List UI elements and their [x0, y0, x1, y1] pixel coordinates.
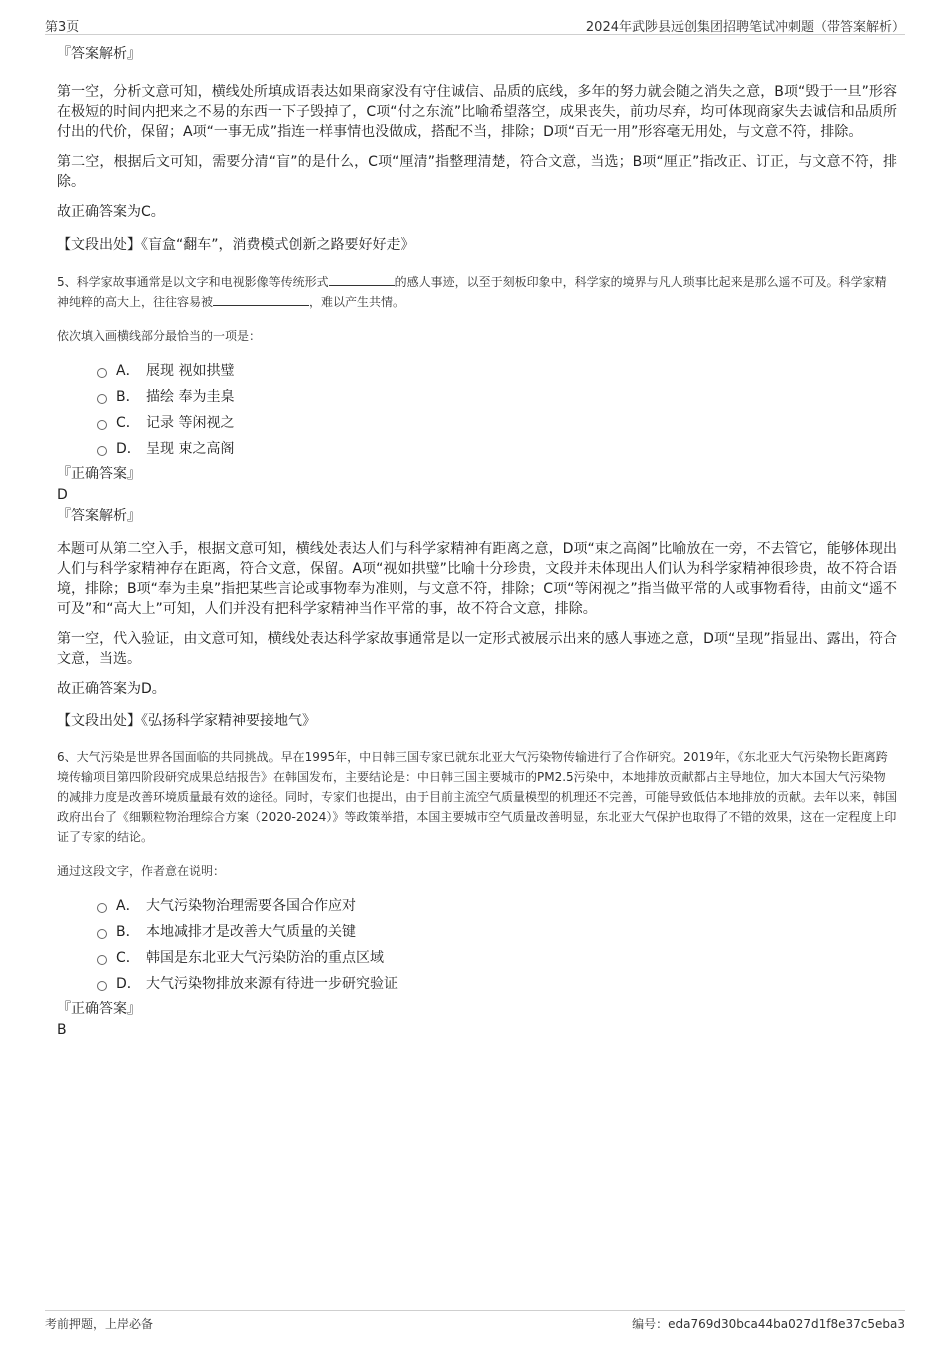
- option-b[interactable]: B． 描绘 奉为圭臬: [97, 384, 897, 410]
- correct-answer-tag: 『正确答案』: [57, 466, 141, 482]
- page-number: 第3页: [45, 20, 80, 35]
- option-d[interactable]: D． 大气污染物排放来源有待进一步研究验证: [97, 971, 897, 997]
- source-citation: 【文段出处】《弘扬科学家精神要接地气》: [57, 713, 316, 729]
- footer-slogan: 考前押题，上岸必备: [45, 1317, 154, 1331]
- page-header: [45, 14, 905, 35]
- option-list: [97, 358, 897, 462]
- radio-icon[interactable]: [97, 929, 107, 939]
- fill-blank: [213, 293, 309, 306]
- question-stem: 5、科学家故事通常是以文字和电视影像等传统形式 的感人事迹，以至于刻板印象中，科学家的境界与凡人琐事比起来是那么遥不可及。科学家精神纯粹的高大上，往往容易被 ，难以产生共情。: [57, 275, 887, 309]
- radio-icon[interactable]: [97, 955, 107, 965]
- analysis-paragraph: 第一空，代入验证，由文意可知，横线处表达科学家故事通常是以一定形式被展示出来的感人事迹之意，D项“呈现”指显出、露出，符合文意，当选。: [57, 631, 897, 667]
- radio-icon[interactable]: [97, 368, 107, 378]
- radio-icon[interactable]: [97, 446, 107, 456]
- analysis-conclusion: 故正确答案为D。: [57, 681, 166, 697]
- radio-icon[interactable]: [97, 903, 107, 913]
- radio-icon[interactable]: [97, 394, 107, 404]
- analysis-paragraph: 第一空，分析文意可知，横线处所填成语表达如果商家没有守住诚信、品质的底线，多年的努力就会随之消失之意，B项“毁于一旦”形容在极短的时间内把来之不易的东西一下子毁掉了，C项“付之东流”比喻希望落空，成果丧失，前功尽弃，均可体现商家失去诚信和品质所付出的代价，保留；A项“一事无成”指连一样事情也没做成，搭配不当，排除；D项“百无一用”形容毫无用处，与文意不符，排除。: [57, 84, 897, 140]
- answer-analysis-tag: 『答案解析』: [57, 508, 141, 524]
- option-c[interactable]: C． 记录 等闲视之: [97, 410, 897, 436]
- analysis-paragraph: 第二空，根据后文可知，需要分清“盲”的是什么，C项“厘清”指整理清楚，符合文意，当选；B项“厘正”指改正、订正，与文意不符，排除。: [57, 154, 897, 190]
- page-content: [57, 44, 897, 1040]
- correct-answer-tag: 『正确答案』: [57, 1001, 141, 1017]
- radio-icon[interactable]: [97, 981, 107, 991]
- question-stem: 6、大气污染是世界各国面临的共同挑战。早在1995年，中日韩三国专家已就东北亚大气污染物传输进行了合作研究。2019年，《东北亚大气污染物长距离跨境传输项目第四阶段研究成果总结报告》在韩国发布，主要结论是：中日韩三国主要城市的PM2.5污染中，本地排放贡献都占主导地位，加大本国大气污染物的减排力度是改善环境质量最有效的途径。同时，专家们也提出，由于目前主流空气质量模型的机理还不完善，可能导致低估本地排放的贡献。去年以来，韩国政府出台了《细颗粒物治理综合方案（2020-2024）》等政策举措，本国主要城市空气质量改善明显，东北亚大气保护也取得了不错的效果，这在一定程度上印证了专家的结论。: [57, 750, 898, 844]
- question-prompt: 通过这段文字，作者意在说明：: [57, 864, 226, 878]
- option-a[interactable]: A． 展现 视如拱璧: [97, 358, 897, 384]
- document-id: 编号：eda769d30bca44ba027d1f8e37c5eba3: [632, 1317, 905, 1331]
- option-c[interactable]: C． 韩国是东北亚大气污染防治的重点区域: [97, 945, 897, 971]
- question-prompt: 依次填入画横线部分最恰当的一项是：: [57, 329, 262, 343]
- answer-analysis-tag: 『答案解析』: [57, 46, 141, 62]
- document-title: 2024年武陟县远创集团招聘笔试冲刺题（带答案解析）: [585, 20, 905, 35]
- option-list: [97, 893, 897, 997]
- radio-icon[interactable]: [97, 420, 107, 430]
- page-footer: [45, 1310, 905, 1331]
- analysis-conclusion: 故正确答案为C。: [57, 204, 165, 220]
- option-d[interactable]: D． 呈现 束之高阁: [97, 436, 897, 462]
- analysis-paragraph: 本题可从第二空入手，根据文意可知，横线处表达人们与科学家精神有距离之意，D项“束之高阁”比喻放在一旁，不去管它，能够体现出人们与科学家精神存在距离，符合文意，保留。A项“视如拱璧”比喻十分珍贵，文段并未体现出人们认为科学家精神很珍贵，故不符合语境，排除；B项“奉为圭臬”指把某些言论或事物奉为准则，与文意不符，排除；C项“等闲视之”指当做平常的人或事物看待，由前文“遥不可及”和“高大上”可知，人们并没有把科学家精神当作平常的事，故不符合文意，排除。: [57, 541, 897, 617]
- correct-answer: D: [57, 487, 68, 503]
- option-a[interactable]: A． 大气污染物治理需要各国合作应对: [97, 893, 897, 919]
- option-b[interactable]: B． 本地减排才是改善大气质量的关键: [97, 919, 897, 945]
- fill-blank: [329, 273, 395, 286]
- source-citation: 【文段出处】《盲盒“翻车”，消费模式创新之路要好好走》: [57, 237, 415, 253]
- correct-answer: B: [57, 1022, 67, 1038]
